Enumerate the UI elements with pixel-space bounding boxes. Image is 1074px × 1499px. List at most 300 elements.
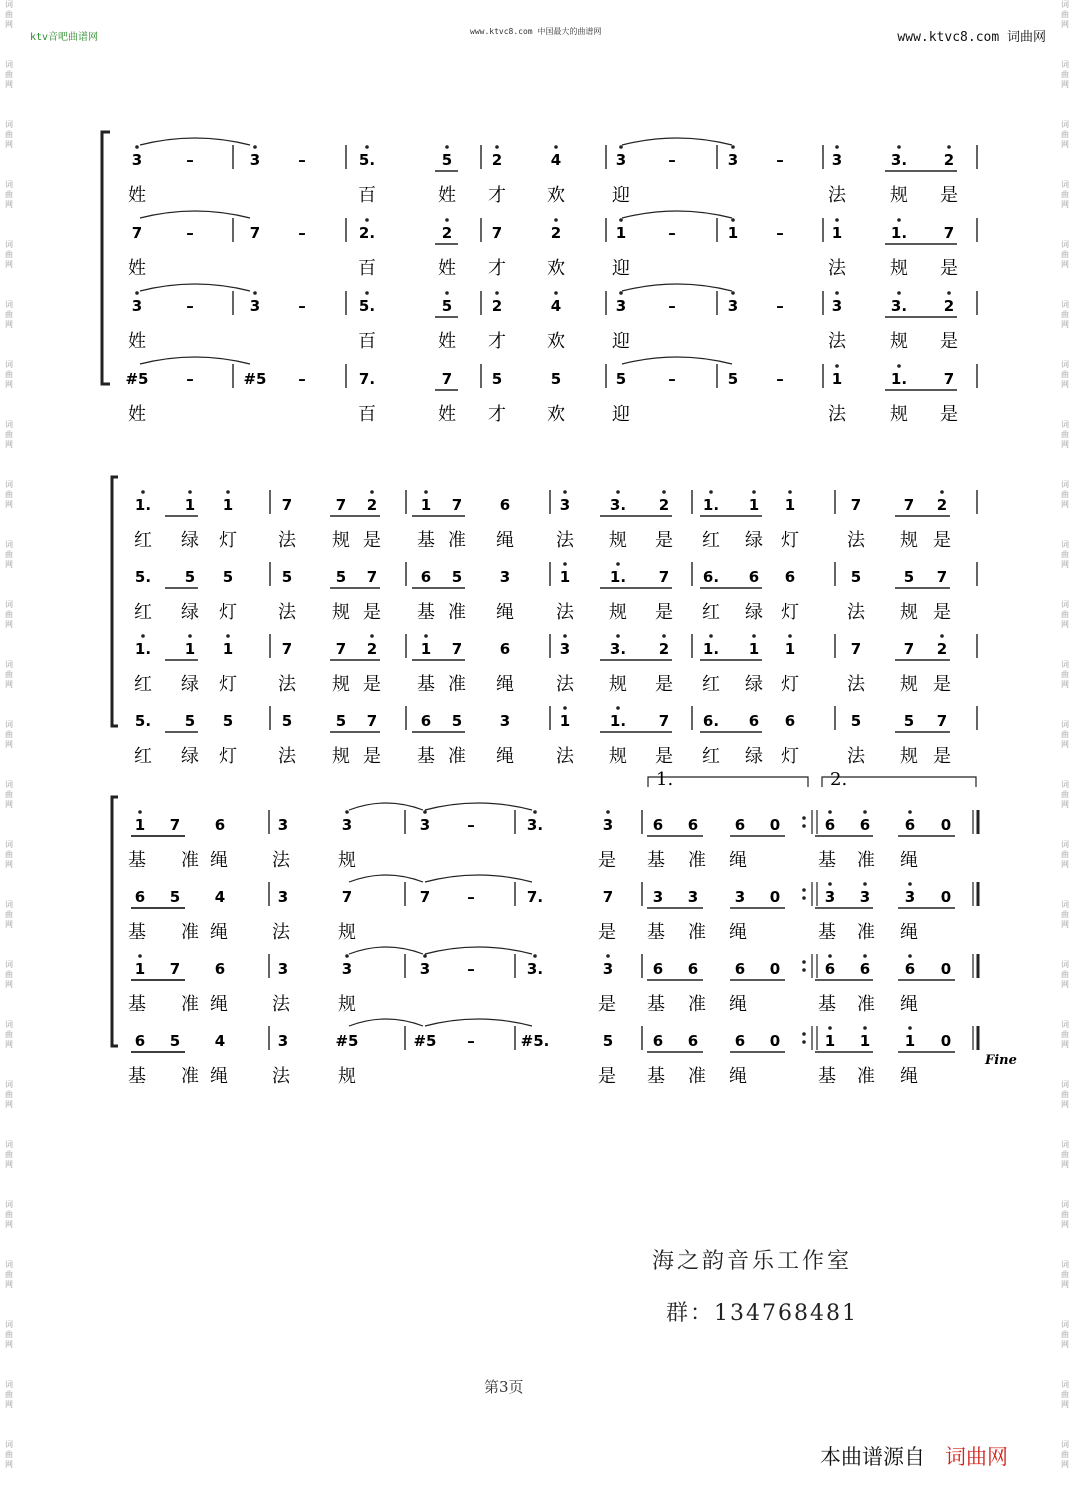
note: 3	[277, 960, 289, 978]
note: 7	[131, 224, 143, 242]
lyric-char: 灯	[219, 602, 237, 623]
note: 3	[831, 151, 843, 169]
note: 0	[769, 1032, 781, 1050]
side-watermark-text: 词 曲 网	[5, 1140, 13, 1169]
lyric-char: 绳	[900, 994, 918, 1015]
octave-dot	[731, 218, 735, 222]
lyric-char: 灯	[219, 674, 237, 695]
note: –	[776, 224, 784, 242]
side-watermark-text: 词 曲 网	[1061, 540, 1069, 569]
lyric-char: 法	[278, 530, 296, 551]
lyric-char: 是	[940, 404, 958, 425]
side-watermark-text: 词 曲 网	[5, 120, 13, 149]
repeat-dot	[802, 1032, 806, 1036]
note: –	[668, 297, 676, 315]
side-watermark-text: 词 曲 网	[5, 60, 13, 89]
note: 3	[727, 297, 739, 315]
side-watermark-text: 词 曲 网	[1061, 1140, 1069, 1169]
note: 2	[491, 151, 503, 169]
note: 1	[222, 496, 234, 514]
side-watermark-text: 词 曲 网	[5, 1380, 13, 1409]
lyric-char: 准	[688, 1066, 706, 1087]
octave-dot	[940, 634, 944, 638]
lyric-char: 法	[272, 850, 290, 871]
note: 0	[769, 888, 781, 906]
note: 2	[550, 224, 562, 242]
note: 3.	[890, 297, 908, 315]
note: 7	[335, 496, 347, 514]
octave-dot	[563, 490, 567, 494]
note: 5	[615, 370, 627, 388]
note: 6	[687, 816, 699, 834]
note: 7	[341, 888, 353, 906]
lyric-char: 姓	[438, 185, 456, 206]
lyric-char: 是	[933, 746, 951, 767]
lyric-char: 红	[702, 602, 720, 623]
note: 3	[249, 297, 261, 315]
lyric-char: 法	[556, 530, 574, 551]
side-watermark-text: 词 曲 网	[1061, 1320, 1069, 1349]
note: 5	[169, 888, 181, 906]
note: 6	[214, 960, 226, 978]
lyric-char: 姓	[438, 404, 456, 425]
octave-dot	[616, 490, 620, 494]
lyric-char: 基	[818, 1066, 836, 1087]
side-watermark-text: 词 曲 网	[5, 900, 13, 929]
octave-dot	[835, 145, 839, 149]
note: 5	[281, 712, 293, 730]
side-watermark-text: 词 曲 网	[1061, 1080, 1069, 1109]
lyric-char: 姓	[438, 258, 456, 279]
lyric-char: 百	[358, 331, 376, 352]
note: –	[776, 370, 784, 388]
repeat-dot	[802, 960, 806, 964]
note: 5	[281, 568, 293, 586]
lyric-char: 基	[417, 674, 435, 695]
side-watermark-text: 词 曲 网	[5, 360, 13, 389]
fine-mark: Fine	[985, 1053, 1017, 1068]
note: 7	[903, 640, 915, 658]
lyric-char: 准	[688, 994, 706, 1015]
side-watermark-text: 词 曲 网	[1061, 600, 1069, 629]
octave-dot	[554, 291, 558, 295]
octave-dot	[188, 490, 192, 494]
lyric-char: 灯	[219, 746, 237, 767]
note: –	[668, 224, 676, 242]
note: 3.	[609, 496, 627, 514]
note: 3.	[609, 640, 627, 658]
octave-dot	[226, 634, 230, 638]
octave-dot	[897, 218, 901, 222]
lyric-char: 规	[609, 530, 627, 551]
octave-dot	[370, 634, 374, 638]
note: 1	[727, 224, 739, 242]
note: 4	[550, 151, 562, 169]
note: 7	[602, 888, 614, 906]
note: –	[298, 297, 306, 315]
note: #5	[413, 1032, 437, 1050]
note: 6	[734, 816, 746, 834]
note: 6	[748, 568, 760, 586]
octave-dot	[606, 810, 610, 814]
note: #5	[125, 370, 149, 388]
page-number: 第3页	[484, 1378, 524, 1396]
lyric-char: 法	[847, 602, 865, 623]
tie-arc	[425, 803, 532, 810]
note: 2	[441, 224, 453, 242]
lyric-char: 规	[332, 746, 350, 767]
note: 4	[550, 297, 562, 315]
note: 5	[222, 568, 234, 586]
note: 1	[184, 640, 196, 658]
note: 7	[943, 224, 955, 242]
note: 7	[419, 888, 431, 906]
lyric-char: 法	[272, 1066, 290, 1087]
note: 5	[491, 370, 503, 388]
note: 2	[943, 151, 955, 169]
note: 1	[859, 1032, 871, 1050]
note: 1.	[134, 640, 152, 658]
lyric-char: 百	[358, 185, 376, 206]
lyric-char: 规	[900, 602, 918, 623]
lyric-char: 红	[134, 602, 152, 623]
octave-dot	[947, 145, 951, 149]
note: 1.	[890, 224, 908, 242]
note: 5	[441, 151, 453, 169]
lyric-char: 规	[890, 185, 908, 206]
note: 6	[687, 960, 699, 978]
octave-dot	[863, 954, 867, 958]
note: –	[298, 151, 306, 169]
note: –	[776, 151, 784, 169]
note: 5	[550, 370, 562, 388]
lyric-char: 是	[363, 530, 381, 551]
lyric-char: 是	[655, 746, 673, 767]
octave-dot	[835, 218, 839, 222]
lyric-char: 绿	[181, 674, 199, 695]
note: 0	[940, 816, 952, 834]
tie-arc	[140, 138, 250, 145]
note: 6	[734, 1032, 746, 1050]
octave-dot	[423, 810, 427, 814]
side-watermark-text: 词 曲 网	[1061, 660, 1069, 689]
lyric-char: 法	[828, 404, 846, 425]
side-watermark-text: 词 曲 网	[5, 540, 13, 569]
octave-dot	[828, 954, 832, 958]
octave-dot	[908, 882, 912, 886]
side-watermark-text: 词 曲 网	[1061, 840, 1069, 869]
side-watermark-text: 词 曲 网	[5, 480, 13, 509]
octave-dot	[619, 145, 623, 149]
lyric-char: 欢	[547, 404, 565, 425]
note: 7	[451, 640, 463, 658]
octave-dot	[253, 145, 257, 149]
note: 1.	[702, 496, 720, 514]
note: 3	[559, 496, 571, 514]
source-label: 本曲谱源自	[820, 1445, 925, 1469]
note: 6	[134, 1032, 146, 1050]
lyric-char: 规	[338, 1066, 356, 1087]
side-watermark-text: 词 曲 网	[1061, 1380, 1069, 1409]
lyric-char: 准	[181, 1066, 199, 1087]
lyric-char: 是	[940, 331, 958, 352]
note: 1.	[609, 568, 627, 586]
lyric-char: 规	[900, 674, 918, 695]
lyric-char: 是	[598, 994, 616, 1015]
side-watermark-text: 词 曲 网	[5, 780, 13, 809]
lyric-char: 规	[890, 404, 908, 425]
tie-arc	[349, 947, 423, 954]
lyric-char: 绳	[900, 1066, 918, 1087]
note: #5.	[520, 1032, 550, 1050]
tie-arc	[425, 947, 532, 954]
side-watermark-text: 词 曲 网	[1061, 300, 1069, 329]
note: 5	[335, 568, 347, 586]
note: 7	[936, 568, 948, 586]
octave-dot	[752, 490, 756, 494]
lyric-char: 准	[448, 746, 466, 767]
lyric-char: 基	[818, 850, 836, 871]
note: 3	[277, 888, 289, 906]
note: 3	[602, 816, 614, 834]
tie-arc	[140, 211, 250, 218]
octave-dot	[908, 810, 912, 814]
lyric-char: 准	[181, 850, 199, 871]
lyric-char: 基	[417, 602, 435, 623]
lyric-char: 才	[488, 331, 506, 352]
side-watermark-text: 词 曲 网	[5, 180, 13, 209]
lyric-char: 绿	[745, 674, 763, 695]
note: 1	[559, 568, 571, 586]
note: 6	[420, 568, 432, 586]
note: 6	[652, 816, 664, 834]
lyric-char: 规	[609, 602, 627, 623]
octave-dot	[709, 634, 713, 638]
lyric-char: 是	[933, 602, 951, 623]
volta-label-2: 2.	[830, 769, 848, 790]
lyric-char: 准	[181, 922, 199, 943]
note: 3	[559, 640, 571, 658]
note: 7	[335, 640, 347, 658]
note: 1.	[890, 370, 908, 388]
note: 3	[687, 888, 699, 906]
lyric-char: 准	[688, 922, 706, 943]
note: 1	[748, 496, 760, 514]
side-watermark-text: 词 曲 网	[1061, 780, 1069, 809]
lyric-char: 规	[609, 746, 627, 767]
octave-dot	[495, 291, 499, 295]
lyric-char: 法	[278, 602, 296, 623]
octave-dot	[835, 364, 839, 368]
note: –	[186, 151, 194, 169]
octave-dot	[828, 1026, 832, 1030]
side-watermark-text: 词 曲 网	[5, 840, 13, 869]
lyric-char: 法	[556, 746, 574, 767]
lyric-char: 法	[828, 258, 846, 279]
repeat-dot	[802, 968, 806, 972]
lyric-char: 绳	[900, 922, 918, 943]
lyric-char: 红	[702, 746, 720, 767]
note: 6	[687, 1032, 699, 1050]
note: 7	[903, 496, 915, 514]
lyric-char: 基	[128, 1066, 146, 1087]
volta-label-1: 1.	[656, 769, 674, 790]
tie-arc	[425, 875, 532, 882]
note: –	[467, 960, 475, 978]
note: 5	[850, 712, 862, 730]
note: 1	[784, 640, 796, 658]
lyric-char: 准	[857, 922, 875, 943]
lyric-char: 百	[358, 258, 376, 279]
side-watermark-text: 词 曲 网	[1061, 360, 1069, 389]
side-watermark-text: 词 曲 网	[1061, 1020, 1069, 1049]
side-watermark-text: 词 曲 网	[1061, 480, 1069, 509]
side-watermark-text: 词 曲 网	[5, 720, 13, 749]
note: 5	[335, 712, 347, 730]
lyric-char: 是	[363, 674, 381, 695]
note: 6	[214, 816, 226, 834]
tie-arc	[622, 138, 732, 145]
note: 3	[277, 1032, 289, 1050]
octave-dot	[709, 490, 713, 494]
octave-dot	[554, 218, 558, 222]
lyric-char: 欢	[547, 185, 565, 206]
lyric-char: 法	[847, 674, 865, 695]
studio-name: 海之韵音乐工作室	[652, 1249, 853, 1274]
note: 2.	[358, 224, 376, 242]
note: 1	[784, 496, 796, 514]
lyric-char: 规	[338, 850, 356, 871]
note: 3	[615, 151, 627, 169]
note: 2	[366, 640, 378, 658]
lyric-char: 灯	[781, 530, 799, 551]
note: –	[186, 224, 194, 242]
lyric-char: 准	[448, 602, 466, 623]
side-watermark-text: 词 曲 网	[1061, 420, 1069, 449]
header-left-site: ktv音吧曲谱网	[30, 32, 99, 43]
lyric-char: 红	[702, 530, 720, 551]
lyric-char: 红	[702, 674, 720, 695]
note: 5	[727, 370, 739, 388]
note: 7	[936, 712, 948, 730]
octave-dot	[863, 882, 867, 886]
side-watermark-text: 词 曲 网	[5, 960, 13, 989]
note: 6	[499, 640, 511, 658]
octave-dot	[135, 291, 139, 295]
octave-dot	[563, 562, 567, 566]
note: 1	[615, 224, 627, 242]
note: 5.	[358, 151, 376, 169]
lyric-char: 绿	[745, 746, 763, 767]
octave-dot	[788, 634, 792, 638]
octave-dot	[141, 490, 145, 494]
note: 5	[222, 712, 234, 730]
side-watermark-text: 词 曲 网	[1061, 1440, 1069, 1469]
note: 6	[859, 960, 871, 978]
lyric-char: 绿	[181, 530, 199, 551]
note: 1	[748, 640, 760, 658]
lyric-char: 是	[598, 1066, 616, 1087]
lyric-char: 规	[609, 674, 627, 695]
note: 7	[169, 960, 181, 978]
side-watermark-text: 词 曲 网	[5, 1320, 13, 1349]
note: 7	[281, 496, 293, 514]
note: 1	[824, 1032, 836, 1050]
note: 5	[184, 568, 196, 586]
repeat-dot	[802, 888, 806, 892]
octave-dot	[616, 562, 620, 566]
octave-dot	[445, 218, 449, 222]
octave-dot	[897, 364, 901, 368]
note: 5	[602, 1032, 614, 1050]
lyric-char: 规	[890, 331, 908, 352]
lyric-char: 绳	[729, 994, 747, 1015]
lyric-char: 规	[332, 674, 350, 695]
note: 1	[222, 640, 234, 658]
lyric-char: 是	[655, 674, 673, 695]
note: 6	[904, 816, 916, 834]
note: 3	[824, 888, 836, 906]
lyric-char: 法	[847, 530, 865, 551]
side-watermark-text: 词 曲 网	[5, 0, 13, 29]
lyric-char: 姓	[128, 185, 146, 206]
lyric-char: 基	[128, 994, 146, 1015]
lyric-char: 规	[890, 258, 908, 279]
note: –	[668, 370, 676, 388]
note: 6	[859, 816, 871, 834]
note: 7.	[526, 888, 544, 906]
octave-dot	[863, 810, 867, 814]
note: –	[298, 370, 306, 388]
note: 6	[652, 1032, 664, 1050]
tie-arc	[425, 1019, 532, 1026]
lyric-char: 准	[688, 850, 706, 871]
octave-dot	[908, 954, 912, 958]
note: 5	[169, 1032, 181, 1050]
lyric-char: 才	[488, 185, 506, 206]
note: 3	[277, 816, 289, 834]
octave-dot	[616, 706, 620, 710]
lyric-char: 灯	[219, 530, 237, 551]
side-watermark-text: 词 曲 网	[1061, 900, 1069, 929]
note: 5	[451, 712, 463, 730]
note: 3	[131, 297, 143, 315]
note: 5.	[134, 712, 152, 730]
octave-dot	[616, 634, 620, 638]
lyric-char: 绳	[496, 530, 514, 551]
octave-dot	[619, 218, 623, 222]
tie-arc	[622, 211, 732, 218]
lyric-char: 法	[847, 746, 865, 767]
note: 3	[419, 816, 431, 834]
lyric-char: 绳	[729, 850, 747, 871]
note: 5	[903, 712, 915, 730]
note: 5	[903, 568, 915, 586]
group-number: 群：134768481	[666, 1301, 858, 1326]
lyric-char: 准	[857, 850, 875, 871]
lyric-char: 基	[647, 994, 665, 1015]
note: 1.	[609, 712, 627, 730]
source-brand[interactable]: 词曲网	[945, 1445, 1008, 1469]
note: 7	[169, 816, 181, 834]
side-watermark-text: 词 曲 网	[1061, 60, 1069, 89]
lyric-char: 绳	[496, 746, 514, 767]
lyric-char: 姓	[128, 258, 146, 279]
octave-dot	[495, 145, 499, 149]
octave-dot	[619, 291, 623, 295]
side-watermark-text: 词 曲 网	[5, 1020, 13, 1049]
note: #5	[243, 370, 267, 388]
